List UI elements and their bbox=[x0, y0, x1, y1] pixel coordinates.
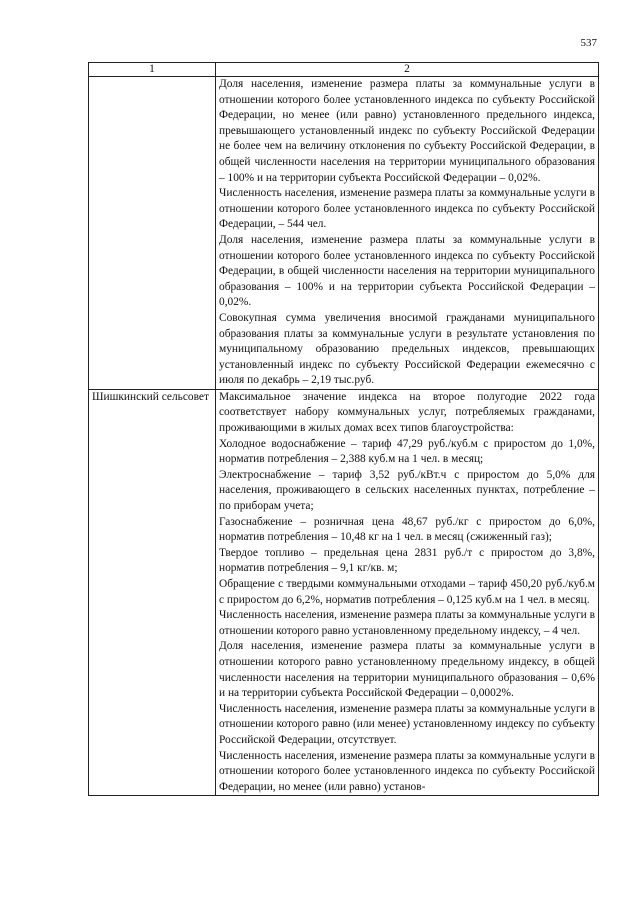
document-table bbox=[88, 62, 599, 796]
table-header-row bbox=[89, 63, 599, 77]
paragraph: Электроснабжение – тариф 3,52 руб./кВт.ч с приростом до 5,0% для населения, проживающего в сельских населенных пунктах, потребление – по приборам учета; bbox=[219, 468, 595, 513]
municipality-cell bbox=[89, 77, 216, 390]
page-number: 537 bbox=[580, 37, 597, 49]
column-header-1: 1 bbox=[89, 63, 216, 77]
table-row bbox=[89, 389, 599, 795]
paragraph: Численность населения, изменение размера платы за коммунальные услуги в отношении которого равно (или менее) установленному индексу по субъекту Российской Федерации, отсутствует. bbox=[219, 702, 595, 746]
paragraph: Холодное водоснабжение – тариф 47,29 руб./куб.м с приростом до 1,0%, норматив потребления – 2,388 куб.м на 1 чел. в месяц; bbox=[219, 437, 595, 466]
column-header-2: 2 bbox=[216, 63, 599, 77]
municipality-cell: Шишкинский сельсовет bbox=[89, 389, 216, 795]
paragraph: Численность населения, изменение размера платы за коммунальные услуги в отношении которого более установленного индекса по субъекту Российской Федерации, – 544 чел. bbox=[219, 187, 595, 231]
paragraph: Обращение с твердыми коммунальными отходами – тариф 450,20 руб./куб.м с приростом до 6,2%, норматив потребления – 0,125 куб.м на 1 чел. в месяц. bbox=[219, 578, 595, 606]
paragraph: Численность населения, изменение размера платы за коммунальные услуги в отношении которого более установленного индекса по субъекту Российской Федерации, но менее (или равно) установ- bbox=[219, 749, 595, 793]
paragraph: Максимальное значение индекса на второе полугодие 2022 года соответствует набору коммунальных услуг, потребляемых гражданами, проживающими в жилых домах всех типов благоустройства: bbox=[219, 390, 595, 435]
indicator-cell bbox=[216, 389, 599, 795]
paragraph: Твердое топливо – предельная цена 2831 руб./т с приростом до 3,8%, норматив потребления – 9,1 кг/кв. м; bbox=[219, 546, 595, 575]
table-row bbox=[89, 77, 599, 390]
paragraph: Доля населения, изменение размера платы за коммунальные услуги в отношении которого более установленного индекса по субъекту Российской Федерации, в общей численности населения на территории муниципального образования – 100% и на территории субъекта Российской Федерации – 0,02%. bbox=[219, 233, 595, 309]
paragraph: Совокупная сумма увеличения вносимой гражданами муниципального образования платы за коммунальные услуги в результате установления по муниципальному образованию предельных индексов, превышающих установленный индекс по субъекту Российской Федерации ежемесячно с июля по декабрь – 2,19 тыс.руб. bbox=[219, 311, 595, 387]
paragraph: Доля населения, изменение размера платы за коммунальные услуги в отношении которого более установленного индекса по субъекту Российской Федерации, но менее (или равно) установленного предельного индекса, превышающего установленный индекс по субъекту Российской Федерации не более чем на величину отклонения по субъекту Российской Федерации, в общей численности населения на территории муниципального образования – 100% и на территории субъекта Российской Федерации – 0,02%. bbox=[219, 78, 595, 184]
indicator-cell bbox=[216, 77, 599, 390]
paragraph: Численность населения, изменение размера платы за коммунальные услуги в отношении которого равно установленному предельному индексу, – 4 чел. bbox=[219, 609, 595, 637]
paragraph: Газоснабжение – розничная цена 48,67 руб./кг с приростом до 6,0%, норматив потребления – 10,48 кг на 1 чел. в месяц (сжиженный газ); bbox=[219, 515, 595, 544]
paragraph: Доля населения, изменение размера платы за коммунальные услуги в отношении которого равно установленному предельному индексу, в общей численности населения на территории муниципального образования – 0,6% и на территории субъекта Российской Федерации – 0,0002%. bbox=[219, 640, 595, 700]
